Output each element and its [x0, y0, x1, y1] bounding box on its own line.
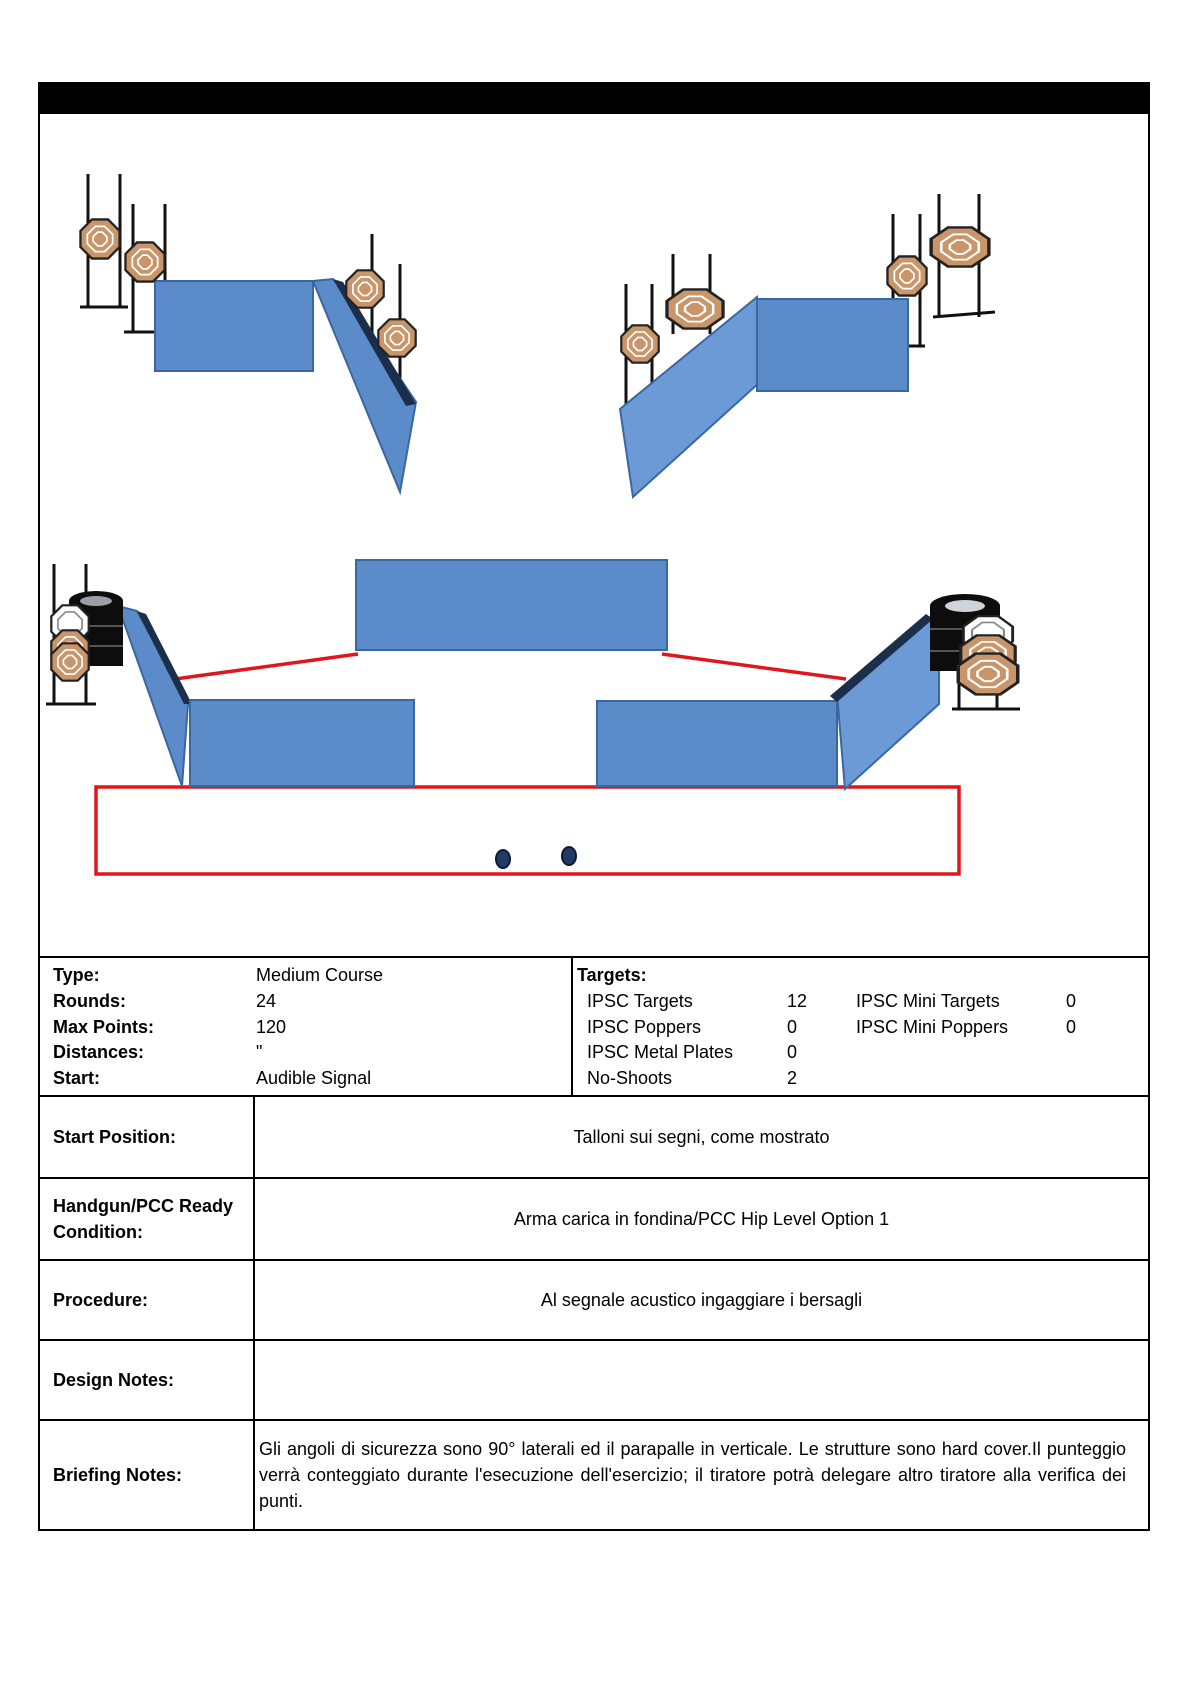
stage-sheet	[38, 82, 1150, 1531]
ready-condition-row	[40, 1179, 1148, 1261]
max-points-value: 120	[256, 1017, 287, 1037]
ipsc-mini-poppers-value: 0	[1066, 1017, 1077, 1037]
start-position-row	[40, 1097, 1148, 1179]
header-bar	[40, 84, 1148, 114]
start-label: Start:	[53, 1068, 101, 1088]
stage-diagram	[40, 114, 1148, 956]
wall-bottom-left-flat	[190, 700, 414, 786]
ready-condition-value: Arma carica in fondina/PCC Hip Level Option 1	[513, 1208, 890, 1229]
ipsc-mini-targets-value: 0	[1066, 991, 1077, 1011]
briefing-notes-value: Gli angoli di sicurezza sono 90° laterali ed il parapalle in verticale. Le strutture sono hard cover.Il punteggio verrà conteggiato durante l'esecuzione dell'esercizio; il tiratore potrà delegare altro tiratore alla verifica dei punti.	[259, 1439, 1126, 1511]
rounds-label: Rounds:	[53, 991, 126, 1011]
ipsc-poppers-value: 0	[787, 1017, 798, 1037]
start-marks	[496, 847, 576, 868]
course-info	[40, 958, 573, 1095]
wall-center	[356, 560, 667, 650]
targets-info	[573, 958, 1148, 1095]
ipsc-targets-label: IPSC Targets	[587, 991, 693, 1011]
wall-bottom-right-angled	[837, 610, 939, 789]
ipsc-targets-value: 12	[787, 991, 808, 1011]
procedure-value: Al segnale acustico ingaggiare i bersagli	[540, 1289, 863, 1310]
ready-condition-label: Handgun/PCC Ready Condition:	[40, 1179, 255, 1259]
start-position-value: Talloni sui segni, come mostrato	[573, 1126, 830, 1147]
distances-value: "	[256, 1042, 263, 1062]
ipsc-metal-plates-value: 0	[787, 1042, 798, 1062]
procedure-label: Procedure:	[40, 1261, 255, 1339]
ipsc-mini-poppers-label: IPSC Mini Poppers	[856, 1017, 1009, 1037]
stage-info	[40, 956, 1148, 1097]
ipsc-metal-plates-label: IPSC Metal Plates	[587, 1042, 734, 1062]
briefing-notes-row	[40, 1421, 1148, 1529]
type-label: Type:	[53, 965, 100, 985]
design-notes-value	[255, 1341, 1148, 1419]
start-position-label: Start Position:	[40, 1097, 255, 1177]
no-shoots-label: No-Shoots	[587, 1068, 673, 1088]
briefing-notes-label: Briefing Notes:	[40, 1421, 255, 1529]
wall-top-left-flat	[155, 281, 313, 371]
type-value: Medium Course	[256, 965, 384, 985]
start-value: Audible Signal	[256, 1068, 372, 1088]
max-points-label: Max Points:	[53, 1017, 155, 1037]
procedure-row	[40, 1261, 1148, 1341]
wall-top-right-flat	[757, 299, 908, 391]
ipsc-mini-targets-label: IPSC Mini Targets	[856, 991, 1000, 1011]
walls	[118, 279, 939, 789]
no-shoots-value: 2	[787, 1068, 798, 1088]
stage-details	[40, 1097, 1148, 1529]
targets-heading: Targets:	[577, 965, 647, 985]
distances-label: Distances:	[53, 1042, 145, 1062]
wall-bottom-right-flat	[597, 701, 837, 786]
ipsc-poppers-label: IPSC Poppers	[587, 1017, 702, 1037]
design-notes-label: Design Notes:	[40, 1341, 255, 1419]
rounds-value: 24	[256, 991, 277, 1011]
design-notes-row	[40, 1341, 1148, 1421]
